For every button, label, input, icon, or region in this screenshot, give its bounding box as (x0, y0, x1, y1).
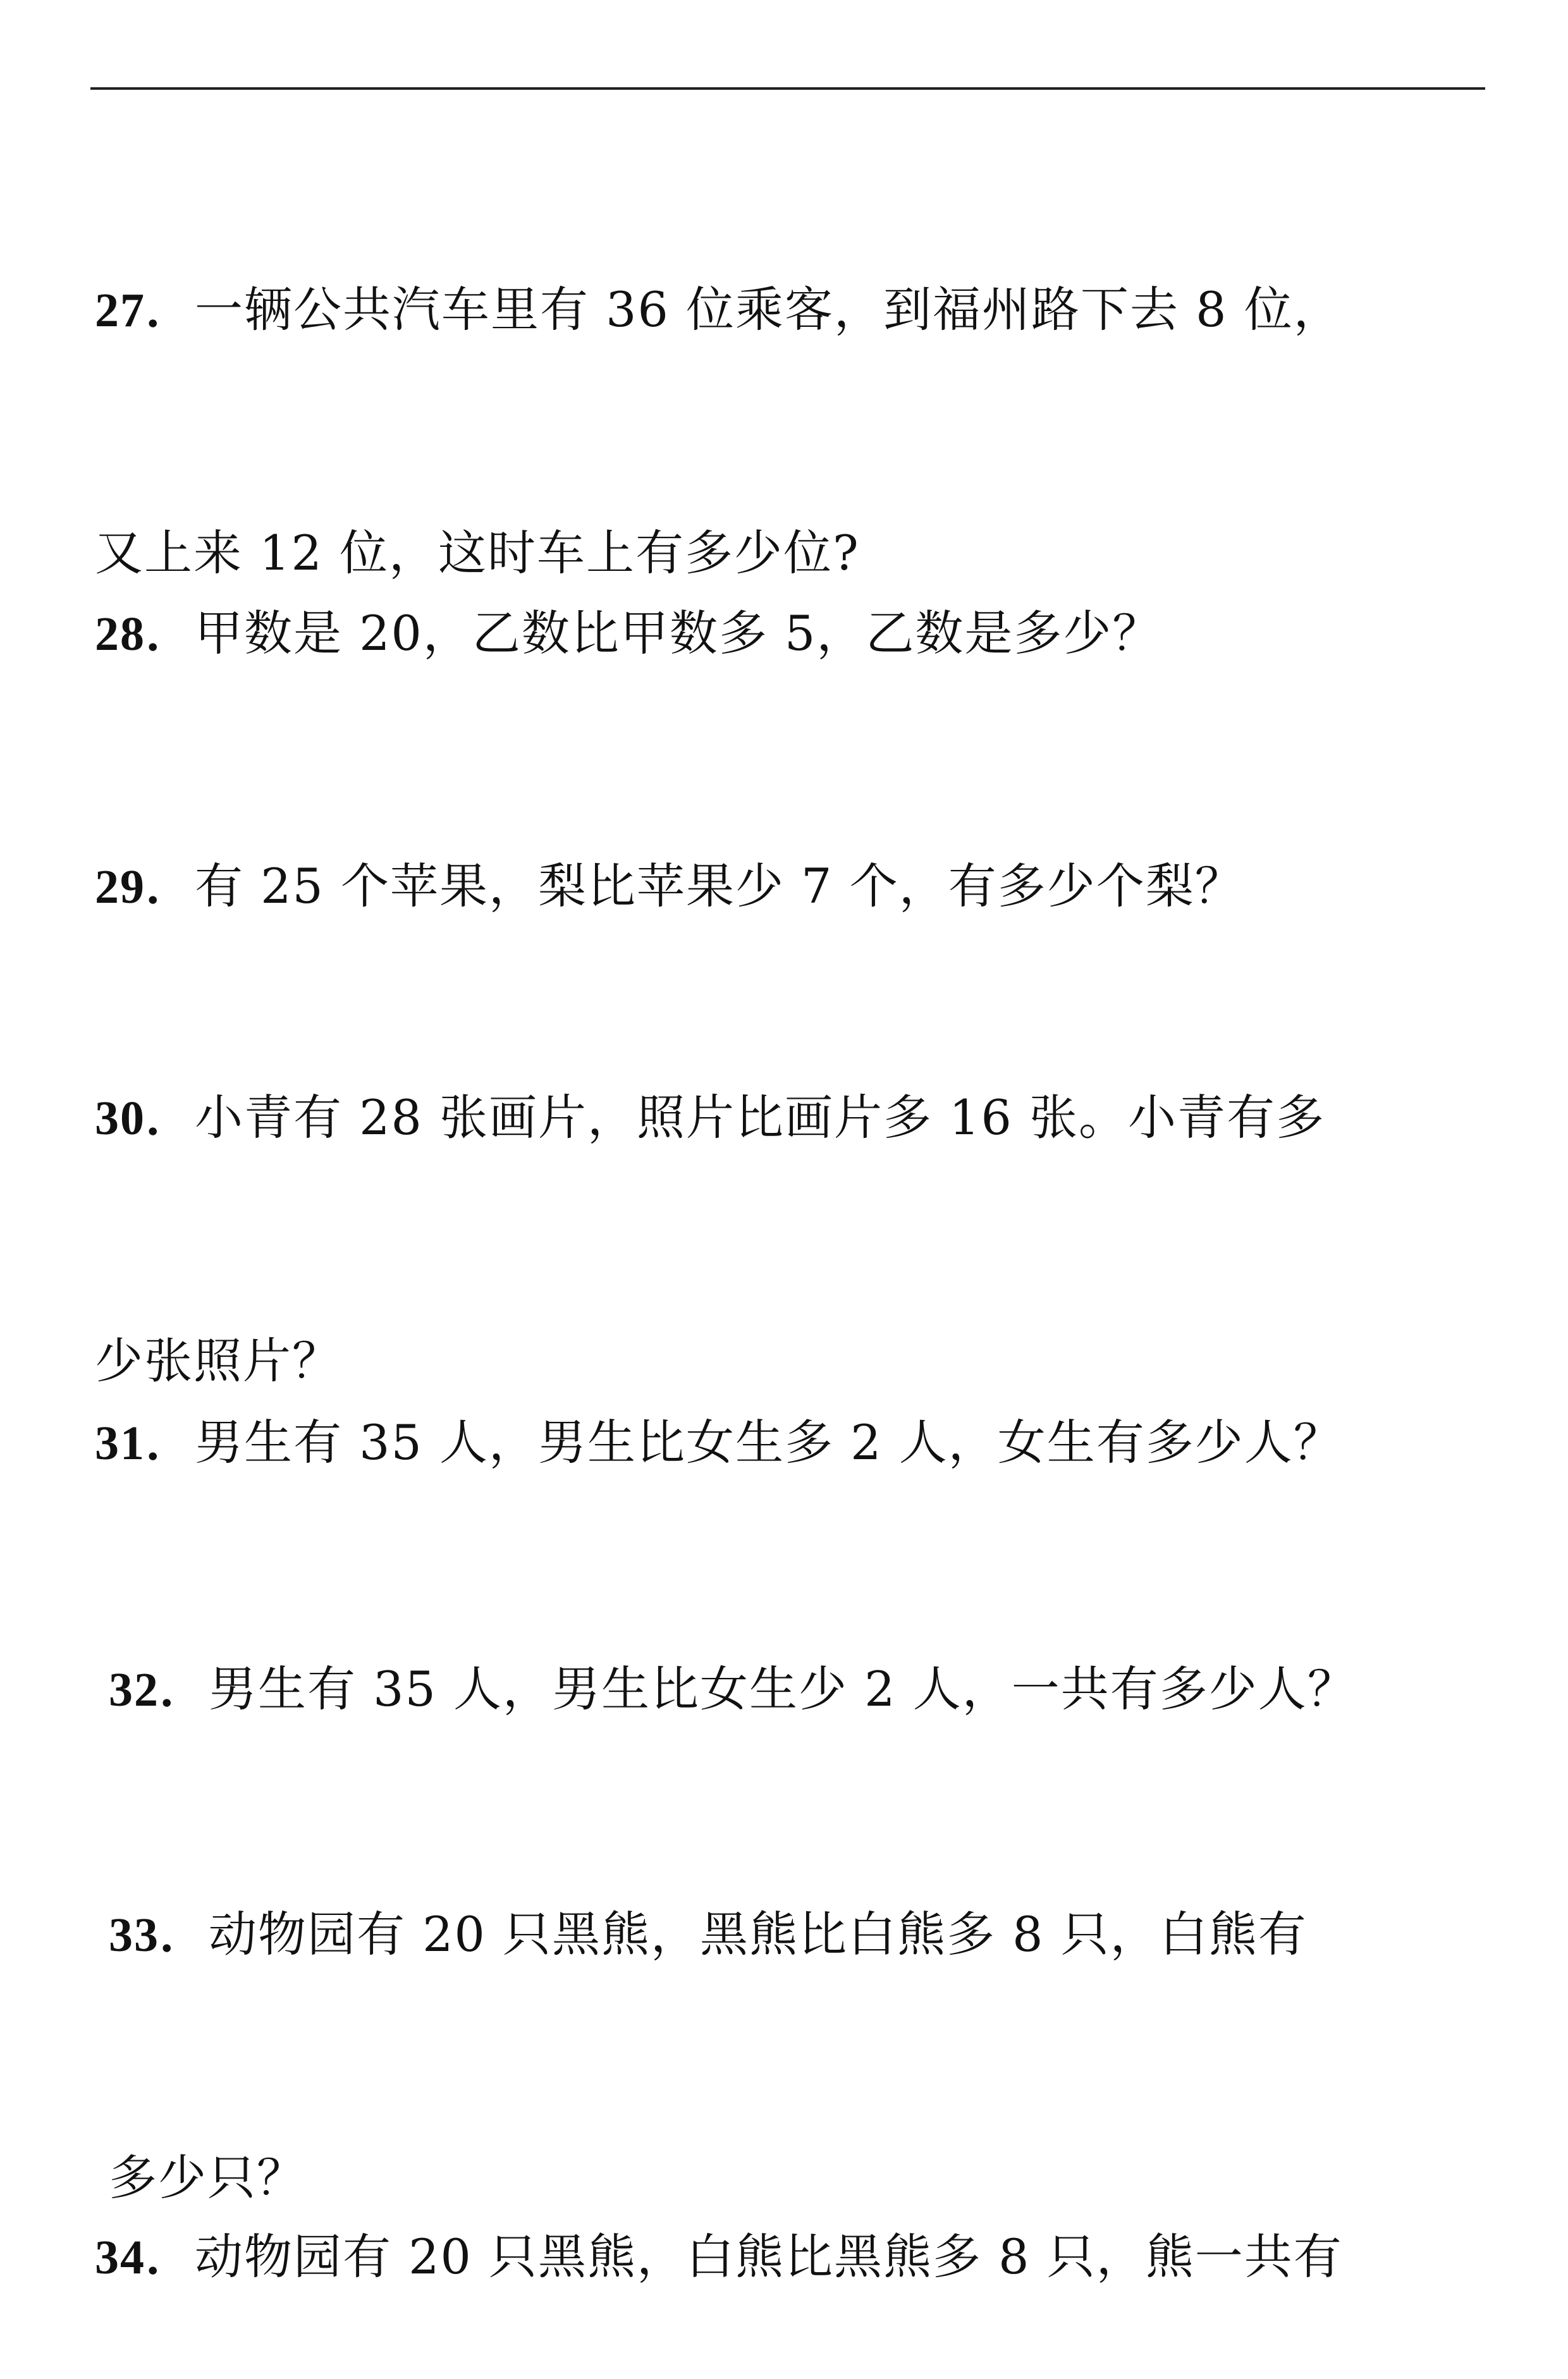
question-number: 31 (95, 1417, 145, 1470)
question-separator: ． (159, 1906, 209, 1962)
question-separator: ． (145, 1089, 195, 1146)
question-text: 一辆公共汽车里有 36 位乘客，到福州路下去 8 位， (195, 281, 1343, 338)
question-text: 男生有 35 人，男生比女生多 2 人，女生有多少人？ (195, 1414, 1343, 1471)
question-text: 男生有 35 人，男生比女生少 2 人，一共有多少人？ (209, 1661, 1357, 1717)
question-line (109, 1649, 1500, 1730)
question-separator: ． (145, 281, 195, 338)
question-line (95, 593, 1486, 675)
question-number: 28 (95, 608, 145, 661)
question-number: 33 (109, 1909, 159, 1962)
question-line (95, 1402, 1486, 1484)
question-line (95, 269, 1486, 351)
top-rule (90, 87, 1485, 90)
question-text: 动物园有 20 只黑熊，黑熊比白熊多 8 只，白熊有 (209, 1906, 1308, 1962)
question-number: 27 (95, 284, 145, 337)
question-text: 动物园有 20 只黑熊，白熊比黑熊多 8 只，熊一共有 (195, 2229, 1343, 2285)
question-separator: ． (159, 1661, 209, 1717)
question-number: 34 (95, 2231, 145, 2284)
question-number: 32 (109, 1663, 159, 1716)
question-line: 少张照片？ (95, 1333, 341, 1389)
question-line (95, 2217, 1486, 2298)
question-separator: ． (145, 2229, 195, 2285)
question-number: 30 (95, 1092, 145, 1145)
question-text: 有 25 个苹果，梨比苹果少 7 个，有多少个梨？ (195, 858, 1244, 914)
question-line (109, 1894, 1500, 1976)
question-line: 又上来 12 位，这时车上有多少位? (95, 525, 860, 581)
question-number: 29 (95, 860, 145, 914)
question-separator: ． (145, 858, 195, 914)
question-text: 小青有 28 张画片，照片比画片多 16 张。小青有多 (195, 1089, 1326, 1146)
question-separator: ． (145, 605, 195, 661)
question-text: 甲数是 20，乙数比甲数多 5，乙数是多少？ (195, 605, 1162, 661)
question-line: 多少只？ (109, 2150, 306, 2206)
question-separator: ． (145, 1414, 195, 1471)
question-line (95, 1077, 1486, 1159)
